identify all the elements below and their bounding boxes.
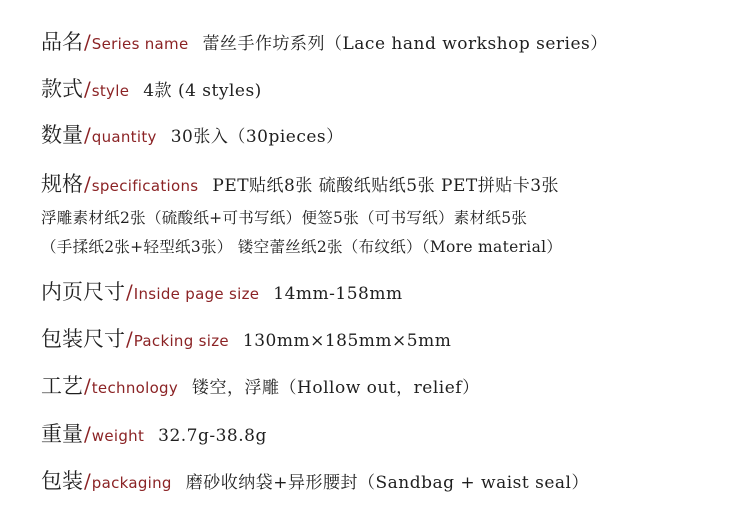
label-english: Packing size — [133, 332, 229, 350]
spec-row-packaging — [41, 471, 589, 492]
spec-row-inside-page-size — [41, 282, 403, 303]
label-separator: / — [84, 77, 91, 101]
spec-continued-line-2: （手揉纸2张+轻型纸3张） 镂空蕾丝纸2张（布纹纸）（More material） — [41, 238, 563, 256]
spec-value: 32.7g-38.8g — [158, 426, 267, 446]
spec-value: 14mm-158mm — [273, 284, 403, 304]
label-chinese: 包装 — [41, 469, 83, 493]
label-separator: / — [84, 123, 91, 147]
spec-row-specifications — [41, 174, 559, 195]
spec-row-technology — [41, 376, 480, 397]
spec-continued-line-1: 浮雕素材纸2张（硫酸纸+可书写纸）便签5张（可书写纸）素材纸5张 — [41, 209, 528, 227]
spec-value: 130mm×185mm×5mm — [242, 331, 452, 351]
label-chinese: 内页尺寸 — [41, 280, 125, 304]
spec-row-packing-size — [41, 329, 451, 350]
spec-value: 镂空，浮雕（Hollow out，relief） — [192, 378, 480, 398]
spec-value: PET贴纸8张 硫酸纸贴纸5张 PET拼贴卡3张 — [212, 176, 560, 196]
spec-value: 4款 (4 styles) — [143, 81, 262, 101]
spec-row-series-name — [41, 32, 608, 53]
spec-row-weight — [41, 424, 267, 445]
label-separator: / — [84, 374, 91, 398]
label-chinese: 品名 — [41, 30, 83, 54]
label-english: quantity — [91, 128, 157, 146]
label-separator: / — [84, 469, 91, 493]
label-separator: / — [126, 327, 133, 351]
spec-value: 30张入（30pieces） — [170, 127, 344, 147]
label-english: Inside page size — [133, 285, 260, 303]
label-english: Series name — [91, 35, 189, 53]
label-chinese: 款式 — [41, 77, 83, 101]
spec-row-quantity — [41, 125, 344, 146]
label-english: technology — [91, 379, 179, 397]
spec-row-style — [41, 79, 262, 100]
label-english: weight — [91, 427, 145, 445]
label-separator: / — [84, 422, 91, 446]
label-separator: / — [126, 280, 133, 304]
label-chinese: 包装尺寸 — [41, 327, 125, 351]
label-english: specifications — [91, 177, 199, 195]
label-chinese: 规格 — [41, 172, 83, 196]
label-separator: / — [84, 172, 91, 196]
label-chinese: 工艺 — [41, 374, 83, 398]
spec-value: 磨砂收纳袋+异形腰封（Sandbag + waist seal） — [185, 473, 589, 493]
label-english: packaging — [91, 474, 172, 492]
label-chinese: 数量 — [41, 123, 83, 147]
spec-value: 蕾丝手作坊系列（Lace hand workshop series） — [202, 34, 608, 54]
label-separator: / — [84, 30, 91, 54]
label-chinese: 重量 — [41, 422, 83, 446]
label-english: style — [91, 82, 130, 100]
